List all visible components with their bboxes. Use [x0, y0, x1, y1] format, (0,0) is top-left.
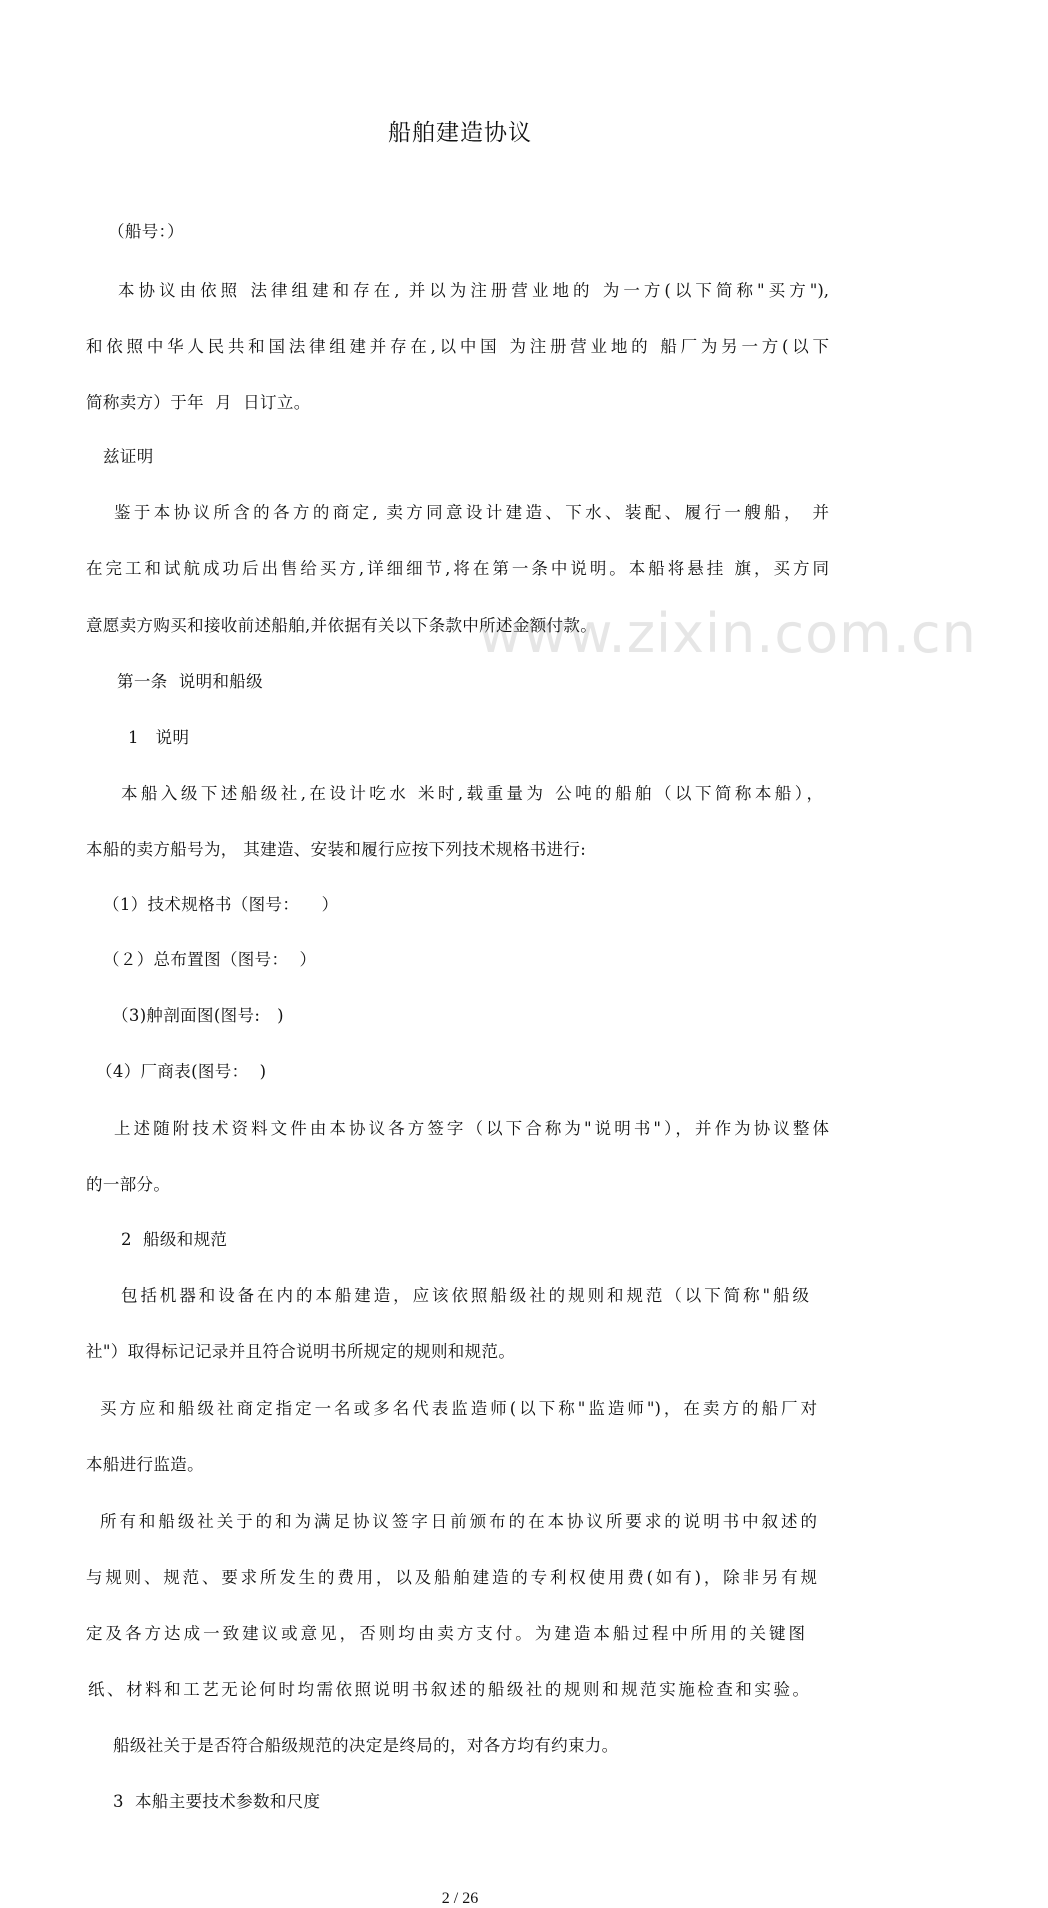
paragraph-line: 的一部分。 — [86, 1175, 171, 1194]
paragraph-line: 上述随附技术资料文件由本协议各方签字（以下合称为"说明书"），并作为协议整体 — [114, 1119, 829, 1138]
paragraph-line: 鉴于本协议所含的各方的商定, 卖方同意设计建造、下水、装配、履行一艘船， 并 — [114, 503, 829, 522]
paragraph-line: 定及各方达成一致建议或意见，否则均由卖方支付。为建造本船过程中所用的关键图 — [86, 1624, 805, 1643]
paragraph-line: 纸、材料和工艺无论何时均需依照说明书叙述的船级社的规则和规范实施检查和实验。 — [88, 1680, 809, 1699]
witness-heading: 兹证明 — [103, 447, 154, 466]
document-title: 船舶建造协议 — [388, 120, 532, 146]
paragraph-line: 本协议由依照 法律组建和存在, 并以为注册营业地的 为一方(以下简称"买方"), — [118, 281, 829, 300]
watermark: www.zixin.com.cn — [478, 602, 977, 665]
section-heading: 2 船级和规范 — [121, 1230, 228, 1249]
paragraph-line: 包括机器和设备在内的本船建造，应该依照船级社的规则和规范（以下简称"船级 — [121, 1286, 809, 1305]
ship-number-line: （船号：） — [108, 222, 184, 241]
paragraph-line: 本船的卖方船号为， 其建造、安装和履行应按下列技术规格书进行: — [86, 840, 587, 859]
paragraph-line: 所有和船级社关于的和为满足协议签字日前颁布的在本协议所要求的说明书中叙述的 — [100, 1512, 817, 1531]
page-number: 2 / 26 — [441, 1890, 479, 1907]
paragraph-line: 社"）取得标记记录并且符合说明书所规定的规则和规范。 — [86, 1342, 516, 1361]
list-item: （4）厂商表(图号： ) — [96, 1062, 267, 1081]
paragraph-line: 与规则、规范、要求所发生的费用，以及船舶建造的专利权使用费(如有)，除非另有规 — [86, 1568, 817, 1587]
paragraph-line: 船级社关于是否符合船级规范的决定是终局的，对各方均有约束力。 — [113, 1736, 619, 1755]
paragraph-line: 本船入级下述船级社,在设计吃水 米时,载重量为 公吨的船舶（以下简称本船）， — [121, 784, 823, 803]
paragraph-line: 意愿卖方购买和接收前述船舶,并依据有关以下条款中所述金额付款。 — [86, 616, 598, 635]
list-item: （1）技术规格书（图号： ） — [103, 895, 339, 914]
paragraph-line: 简称卖方）于年 月 日订立。 — [86, 393, 311, 412]
paragraph-line: 本船进行监造。 — [86, 1455, 204, 1474]
paragraph-line: 在完工和试航成功后出售给买方,详细细节,将在第一条中说明。本船将悬挂 旗，买方同 — [86, 559, 829, 578]
list-item: （3)舯剖面图(图号: ) — [112, 1006, 284, 1025]
article-heading: 第一条 说明和船级 — [117, 672, 263, 691]
section-heading: 1 说明 — [128, 728, 190, 747]
section-heading: 3 本船主要技术参数和尺度 — [113, 1792, 321, 1811]
list-item: （２）总布置图（图号： ） — [103, 950, 317, 969]
paragraph-line: 买方应和船级社商定指定一名或多名代表监造师(以下称"监造师")，在卖方的船厂对 — [100, 1399, 817, 1418]
paragraph-line: 和依照中华人民共和国法律组建并存在,以中国 为注册营业地的 船厂为另一方(以下 — [86, 337, 829, 356]
